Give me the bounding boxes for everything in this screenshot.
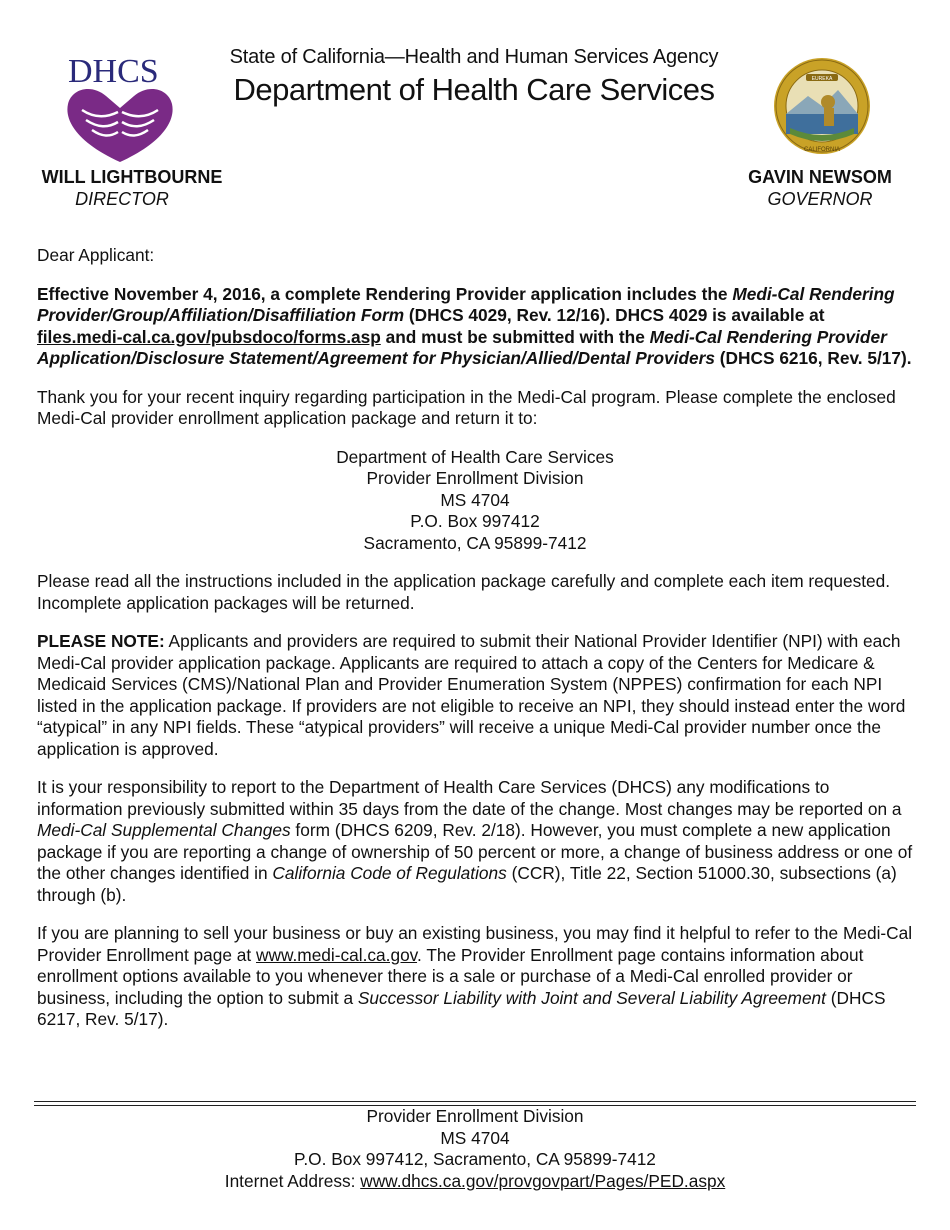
selling-text-4: (DHCS 6217, Rev. 5/17). [37, 987, 886, 1029]
address-line: Provider Enrollment Division [366, 468, 584, 488]
footer-line: MS 4704 [440, 1127, 510, 1148]
address-line: Sacramento, CA 95899-7412 [363, 532, 587, 553]
form-4029-title: Medi-Cal Rendering Provider/Group/Affiliation/Disaffiliation Form [37, 283, 895, 325]
seal-text-bottom: CALIFORNIA [803, 147, 841, 153]
letter-body [37, 245, 913, 1048]
responsibility-text-3: form (DHCS 6209, Rev. 2/18). However, you must complete a new application package if you are reporting a change of ownership of 50 percent or more, a change of business address or one of the other changes identified in [37, 820, 913, 883]
address-line: MS 4704 [440, 489, 510, 510]
internet-label: Internet Address: [224, 1170, 361, 1191]
form-6216-title: Medi-Cal Rendering Provider Application/Disclosure Statement/Agreement for Physician/Allied/Dental Providers [37, 326, 887, 368]
department-title: Department of Health Care Services [233, 72, 715, 107]
effective-text-6: (DHCS 6216, Rev. 5/17). [715, 348, 912, 368]
mailing-address [37, 447, 913, 555]
ped-link[interactable]: www.dhcs.ca.gov/provgovpart/Pages/PED.aspx [360, 1170, 726, 1191]
responsibility-text-5: (CCR), Title 22, Section 51000.30, subsections (a) through (b). [37, 863, 897, 905]
governor-title: GOVERNOR [767, 189, 873, 209]
form-6217-title: Successor Liability with Joint and Several Liability Agreement [357, 987, 826, 1008]
director-title: DIRECTOR [75, 189, 169, 209]
footer-line: P.O. Box 997412, Sacramento, CA 95899-7412 [294, 1149, 656, 1169]
dhcs-logo-text: DHCS [68, 53, 159, 90]
heart-hands-icon [67, 89, 172, 162]
dhcs-logo [60, 52, 180, 164]
medi-cal-link[interactable]: www.medi-cal.ca.gov [256, 944, 418, 965]
thanks-paragraph: Thank you for your recent inquiry regarding participation in the Medi-Cal program. Please complete the enclosed Medi-Cal provider enrollment application package and return it to: [37, 386, 896, 428]
selling-paragraph [37, 923, 913, 1031]
seal-motto: EUREKA [811, 76, 833, 82]
governor-name: GAVIN NEWSOM [748, 167, 892, 187]
effective-text-4: and must be submitted with the [380, 326, 650, 347]
effective-text-1: Effective November 4, 2016, a complete Rendering Provider application includes the [37, 283, 733, 304]
effective-text-3: (DHCS 4029, Rev. 12/16). DHCS 4029 is available at [404, 305, 825, 325]
effective-paragraph [37, 284, 913, 370]
address-line: P.O. Box 997412 [410, 511, 540, 531]
footer [34, 1106, 916, 1192]
salutation: Dear Applicant: [37, 245, 155, 265]
state-seal-icon [768, 56, 876, 156]
selling-text-2: . The Provider Enrollment page contains information about enrollment options available to you whenever there is a sale or purchase of a Medi-Cal enrolled provider or business, including the option to submit a [37, 944, 864, 1008]
note-text: Applicants and providers are required to submit their National Provider Identifier (NPI) with each Medi-Cal provider application package. Applicants are required to attach a copy of the Centers for Medicare & Medicaid Services (CMS)/National Plan and Provider Enumeration System (NPPES) confirmation for each NPI listed in the application package. If providers are not eligible to receive an NPI, they should instead enter the word “atypical” in any NPI fields. These “atypical providers” will receive a unique Medi-Cal provider number once the application is approved. [37, 631, 906, 759]
instructions-paragraph: Please read all the instructions included in the application package carefully and complete each item requested. Incomplete application packages will be returned. [37, 571, 891, 613]
address-line: Department of Health Care Services [336, 446, 614, 467]
note-label: PLEASE NOTE: [37, 631, 165, 651]
footer-internet [34, 1171, 916, 1193]
selling-text-1: If you are planning to sell your business or buy an existing business, you may find it helpful to refer to the Medi-Cal Provider Enrollment page at [37, 923, 913, 965]
note-paragraph [37, 631, 913, 760]
form-6209-title: Medi-Cal Supplemental Changes [37, 820, 291, 840]
ccr-title: California Code of Regulations [272, 863, 507, 883]
footer-line: Provider Enrollment Division [366, 1106, 584, 1126]
forms-link[interactable]: files.medi-cal.ca.gov/pubsdoco/forms.asp [37, 326, 381, 347]
director-name: WILL LIGHTBOURNE [41, 167, 223, 187]
responsibility-text-1: It is your responsibility to report to the Department of Health Care Services (DHCS) any modifications to information previously submitted within 35 days from the date of the change. Most changes may be reported on a [37, 777, 902, 819]
agency-line: State of California—Health and Human Services Agency [229, 46, 719, 68]
responsibility-paragraph [37, 777, 913, 906]
